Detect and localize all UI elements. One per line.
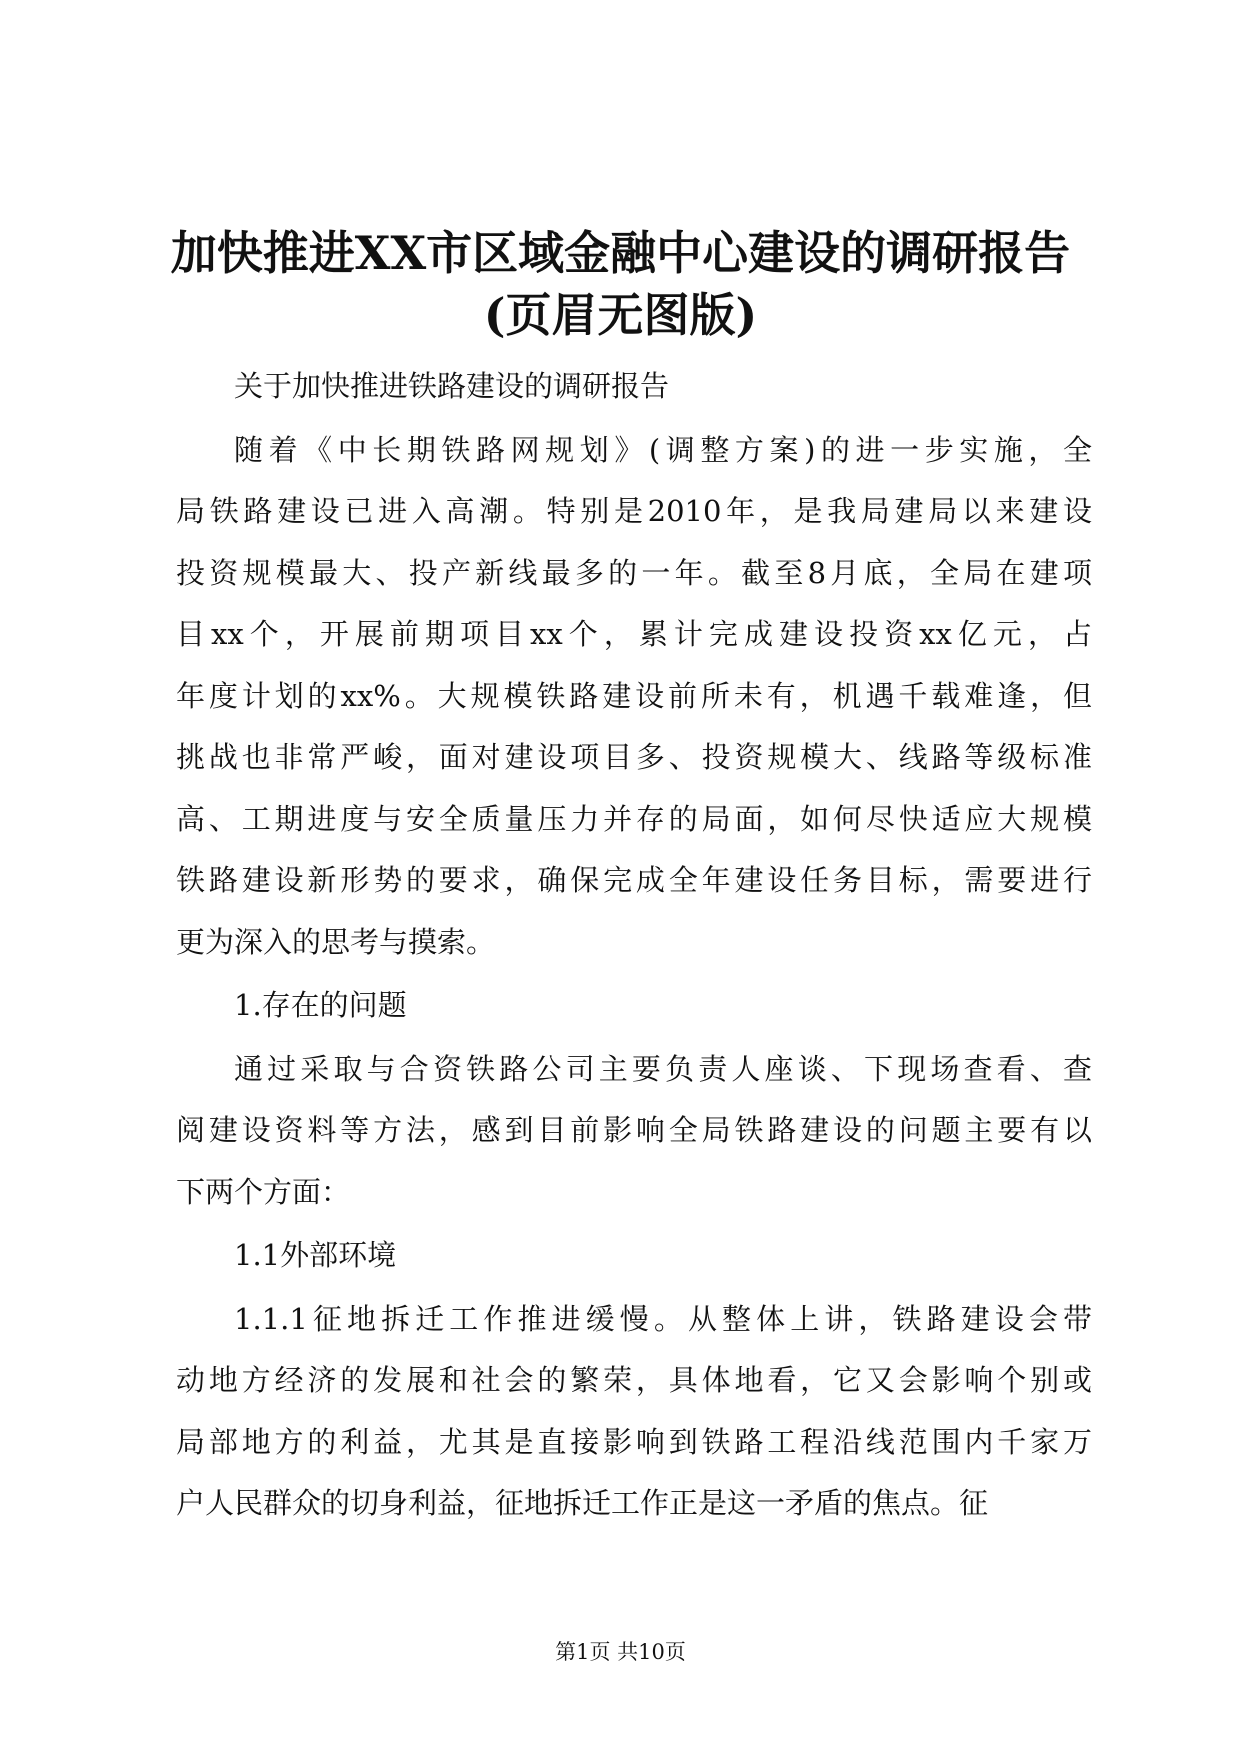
text-line: 下两个方面： <box>176 1174 351 1209</box>
document-title <box>60 222 1181 346</box>
title-line-1: 加快推进XX市区域金融中心建设的调研报告 <box>170 226 1071 280</box>
text-line: 阅建设资料等方法，感到目前影响全局铁路建设的问题主要有以 <box>176 1113 1092 1147</box>
text-line: 户人民群众的切身利益，征地拆迁工作正是这一矛盾的焦点。征 <box>176 1486 989 1520</box>
paragraph <box>176 1039 1092 1224</box>
text-line: 局铁路建设已进入高潮。特别是2010年，是我局建局以来建设 <box>176 494 1092 528</box>
text-line: 随着《中长期铁路网规划》(调整方案)的进一步实施，全 <box>234 432 1092 467</box>
paragraph <box>176 1225 1092 1287</box>
paragraph <box>176 1289 1092 1535</box>
text-line: 挑战也非常严峻，面对建设项目多、投资规模大、线路等级标准 <box>176 740 1092 774</box>
text-line: 高、工期进度与安全质量压力并存的局面，如何尽快适应大规模 <box>176 801 1092 836</box>
text-line: 年度计划的xx%。大规模铁路建设前所未有，机遇千载难逢，但 <box>176 678 1092 713</box>
text-line: 局部地方的利益，尤其是直接影响到铁路工程沿线范围内千家万 <box>176 1424 1092 1459</box>
title-line-2: (页眉无图版) <box>483 288 758 342</box>
text-line: 更为深入的思考与摸索。 <box>176 924 496 959</box>
text-line: 铁路建设新形势的要求，确保完成全年建设任务目标，需要进行 <box>176 863 1092 897</box>
document-body <box>176 356 1092 1537</box>
text-line: 通过采取与合资铁路公司主要负责人座谈、下现场查看、查 <box>234 1051 1092 1086</box>
paragraph <box>176 420 1092 974</box>
text-line: 1.1.1征地拆迁工作推进缓慢。从整体上讲，铁路建设会带 <box>234 1301 1092 1336</box>
page-footer: 第1页 共10页 <box>555 1640 686 1664</box>
text-line: 1.1外部环境 <box>234 1238 397 1272</box>
text-line: 关于加快推进铁路建设的调研报告 <box>234 369 670 403</box>
text-line: 1.存在的问题 <box>234 988 407 1022</box>
text-line: 目xx个，开展前期项目xx个，累计完成建设投资xx亿元，占 <box>176 617 1092 651</box>
paragraph <box>176 975 1092 1037</box>
text-line: 动地方经济的发展和社会的繁荣，具体地看，它又会影响个别或 <box>176 1363 1092 1397</box>
paragraph <box>176 356 1092 418</box>
text-line: 投资规模最大、投产新线最多的一年。截至8月底，全局在建项 <box>176 555 1092 590</box>
